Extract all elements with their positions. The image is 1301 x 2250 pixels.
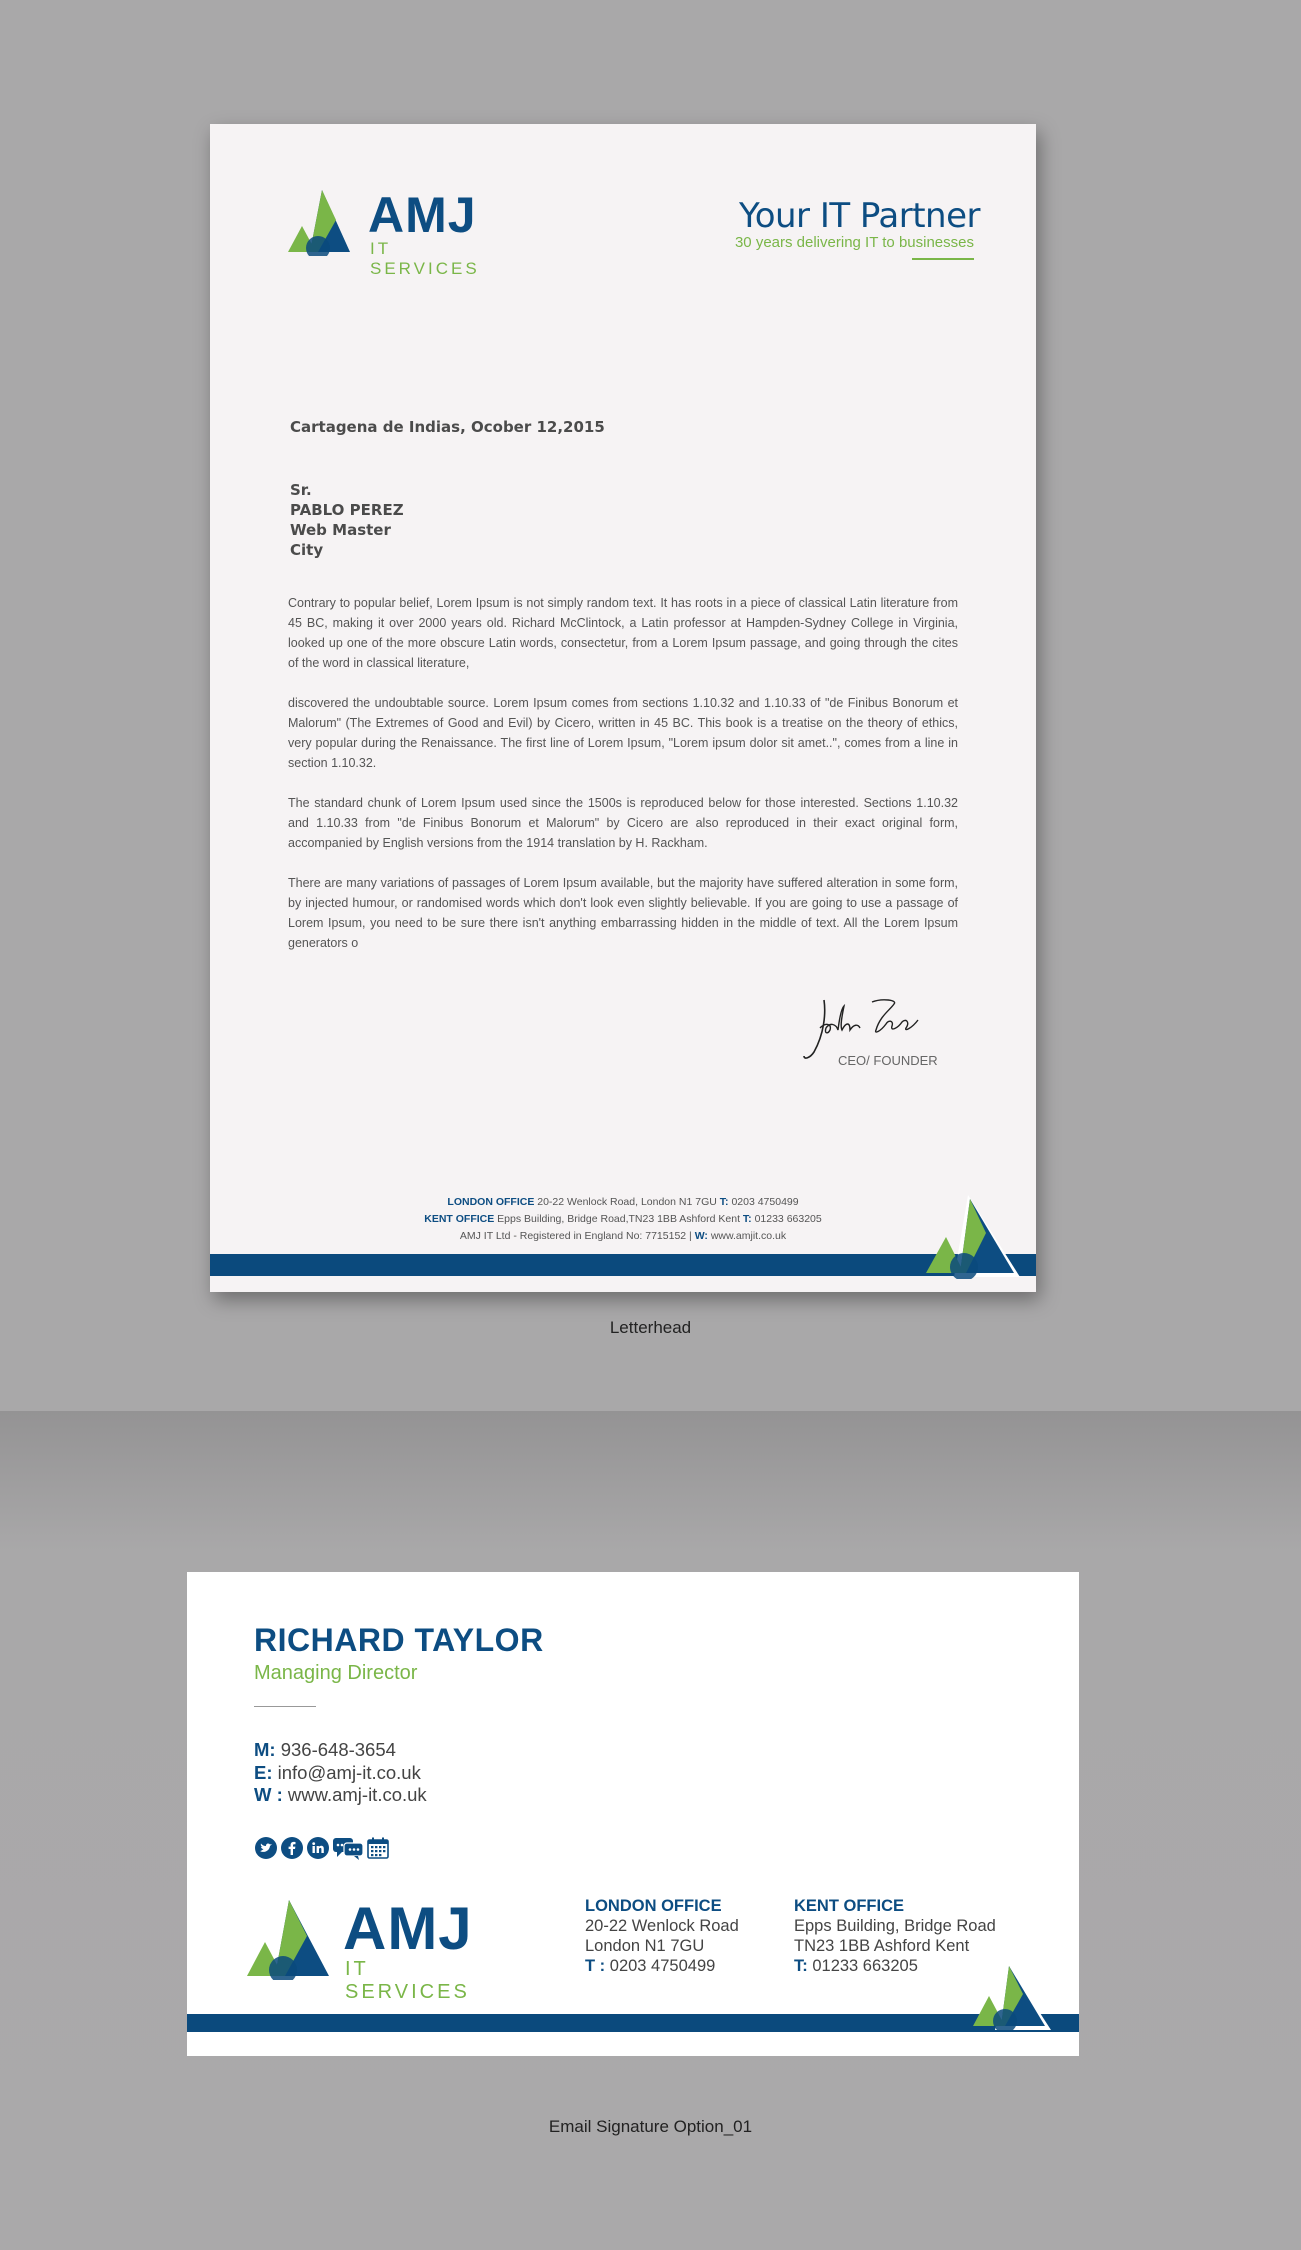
contact-mobile-label: M: [254,1739,276,1760]
signature-divider [254,1706,316,1707]
footer-registration-line [210,1228,1036,1245]
contact-email-label: E: [254,1761,273,1783]
footer-london-address: 20-22 Wenlock Road, London N1 7GU [537,1196,717,1208]
amj-logo-mark-icon [247,1900,337,1980]
signature-footer-bar [187,2014,1079,2032]
kent-office-phone: 01233 663205 [812,1957,918,1975]
signature-contacts [254,1739,427,1807]
footer-london-label: LONDON OFFICE [447,1196,535,1208]
logo-subtitle: IT SERVICES [370,239,480,278]
recipient-line: Web Master [290,521,391,539]
calendar-icon[interactable] [366,1836,390,1865]
london-office-phone-label: T : [585,1957,606,1975]
tagline-subtitle: 30 years delivering IT to businesses [734,234,974,251]
contact-web-value[interactable]: www.amj-it.co.uk [287,1784,427,1805]
kent-office-phone-label: T: [794,1957,808,1975]
kent-office-phone-row [794,1956,996,1976]
kent-office-line1: Epps Building, Bridge Road [794,1917,996,1935]
letter-footer-bar [210,1254,1036,1276]
recipient-line: Sr. [290,481,312,499]
letter-body [288,593,958,973]
body-paragraph: The standard chunk of Lorem Ipsum used since the 1500s is reproduced below for those interested. Sections 1.10.32 and 1.10.33 from "de Finibus Bonorum et Malorum" by Cicero are also reproduced in their exact original form, accompanied by English versions from the 1914 translation by H. Rackham. [288,796,958,850]
logo-subtitle: IT SERVICES [345,1958,470,2003]
letterhead-page [210,124,1036,1292]
kent-office [794,1896,996,1976]
london-office-phone-row [585,1956,739,1976]
email-signature-card [187,1572,1079,2056]
footer-registration: AMJ IT Ltd - Registered in England No: 7715152 | [459,1230,692,1242]
footer-web-label: W: [694,1230,708,1242]
letter-date: Cartagena de Indias, Ocober 12,2015 [290,418,605,436]
tagline-title: Your IT Partner [738,196,980,236]
letterhead-caption: Letterhead [609,1318,692,1337]
amj-logo-mark-icon [288,190,356,256]
contact-email-value[interactable]: info@amj-it.co.uk [277,1761,421,1783]
logo-wordmark: AMJ [368,187,477,243]
letter-footer [210,1194,1036,1245]
body-paragraph: There are many variations of passages of Lorem Ipsum available, but the majority have suffered alteration in some form, by injected humour, or randomised words which don't look even slightly believable. If you are going to use a passage of Lorem Ipsum, you need to be sure there isn't anything embarrassing hidden in the middle of text. All the Lorem Ipsum generators o [288,876,958,950]
kent-office-line2: TN23 1BB Ashford Kent [794,1937,970,1955]
london-office-heading: LONDON OFFICE [585,1897,722,1915]
kent-office-heading: KENT OFFICE [794,1897,904,1915]
linkedin-icon[interactable] [306,1836,330,1865]
london-office-line1: 20-22 Wenlock Road [585,1917,739,1935]
letter-recipient [290,480,404,560]
footer-kent-address: Epps Building, Bridge Road,TN23 1BB Ashford Kent [497,1213,740,1225]
email-signature-caption: Email Signature Option_01 [548,2117,753,2136]
body-paragraph: Contrary to popular belief, Lorem Ipsum is not simply random text. It has roots in a piece of classical Latin literature from 45 BC, making it over 2000 years old. Richard McClintock, a Latin professor at Hampden-Sydney College in Virginia, looked up one of the more obscure Latin words, consectetur, from a Lorem Ipsum passage, and going through the cites of the word in classical literature, [288,596,958,670]
footer-kent-label: KENT OFFICE [424,1213,495,1225]
london-office-phone: 0203 4750499 [609,1957,716,1975]
london-office-line2: London N1 7GU [585,1937,705,1955]
recipient-line: PABLO PEREZ [290,501,404,519]
logo-wordmark: AMJ [343,1895,473,1962]
footer-london-phone-label: T: [719,1196,729,1208]
facebook-icon[interactable] [280,1836,304,1865]
footer-kent-phone: 01233 663205 [754,1213,822,1225]
london-office [585,1896,739,1976]
chat-icon[interactable] [332,1836,364,1865]
tagline-underline [912,258,974,260]
footer-web: www.amjit.co.uk [710,1230,787,1242]
footer-kent-line [210,1211,1036,1228]
contact-email [254,1762,427,1785]
twitter-icon[interactable] [254,1836,278,1865]
body-paragraph: discovered the undoubtable source. Lorem Ipsum comes from sections 1.10.32 and 1.10.33 of "de Finibus Bonorum et Malorum" (The Extremes of Good and Evil) by Cicero, written in 45 BC. This book is a treatise on the theory of ethics, very popular during the Renaissance. The first line of Lorem Ipsum, "Lorem ipsum dolor sit amet..", comes from a line in section 1.10.32. [288,696,958,770]
signature-role: CEO/ FOUNDER [838,1053,938,1068]
social-icons [254,1836,390,1865]
recipient-line: City [290,541,324,559]
signature-title: Managing Director [254,1662,418,1684]
corner-logo-mark-icon [924,1193,1028,1279]
footer-london-line [210,1194,1036,1211]
corner-logo-mark-icon [971,1960,1055,2032]
footer-kent-phone-label: T: [742,1213,752,1225]
signature-name: RICHARD TAYLOR [254,1622,544,1658]
contact-web [254,1784,427,1807]
contact-mobile-value: 936-648-3654 [280,1739,396,1760]
footer-london-phone: 0203 4750499 [731,1196,799,1208]
contact-web-label: W : [254,1784,283,1805]
contact-mobile [254,1739,427,1762]
